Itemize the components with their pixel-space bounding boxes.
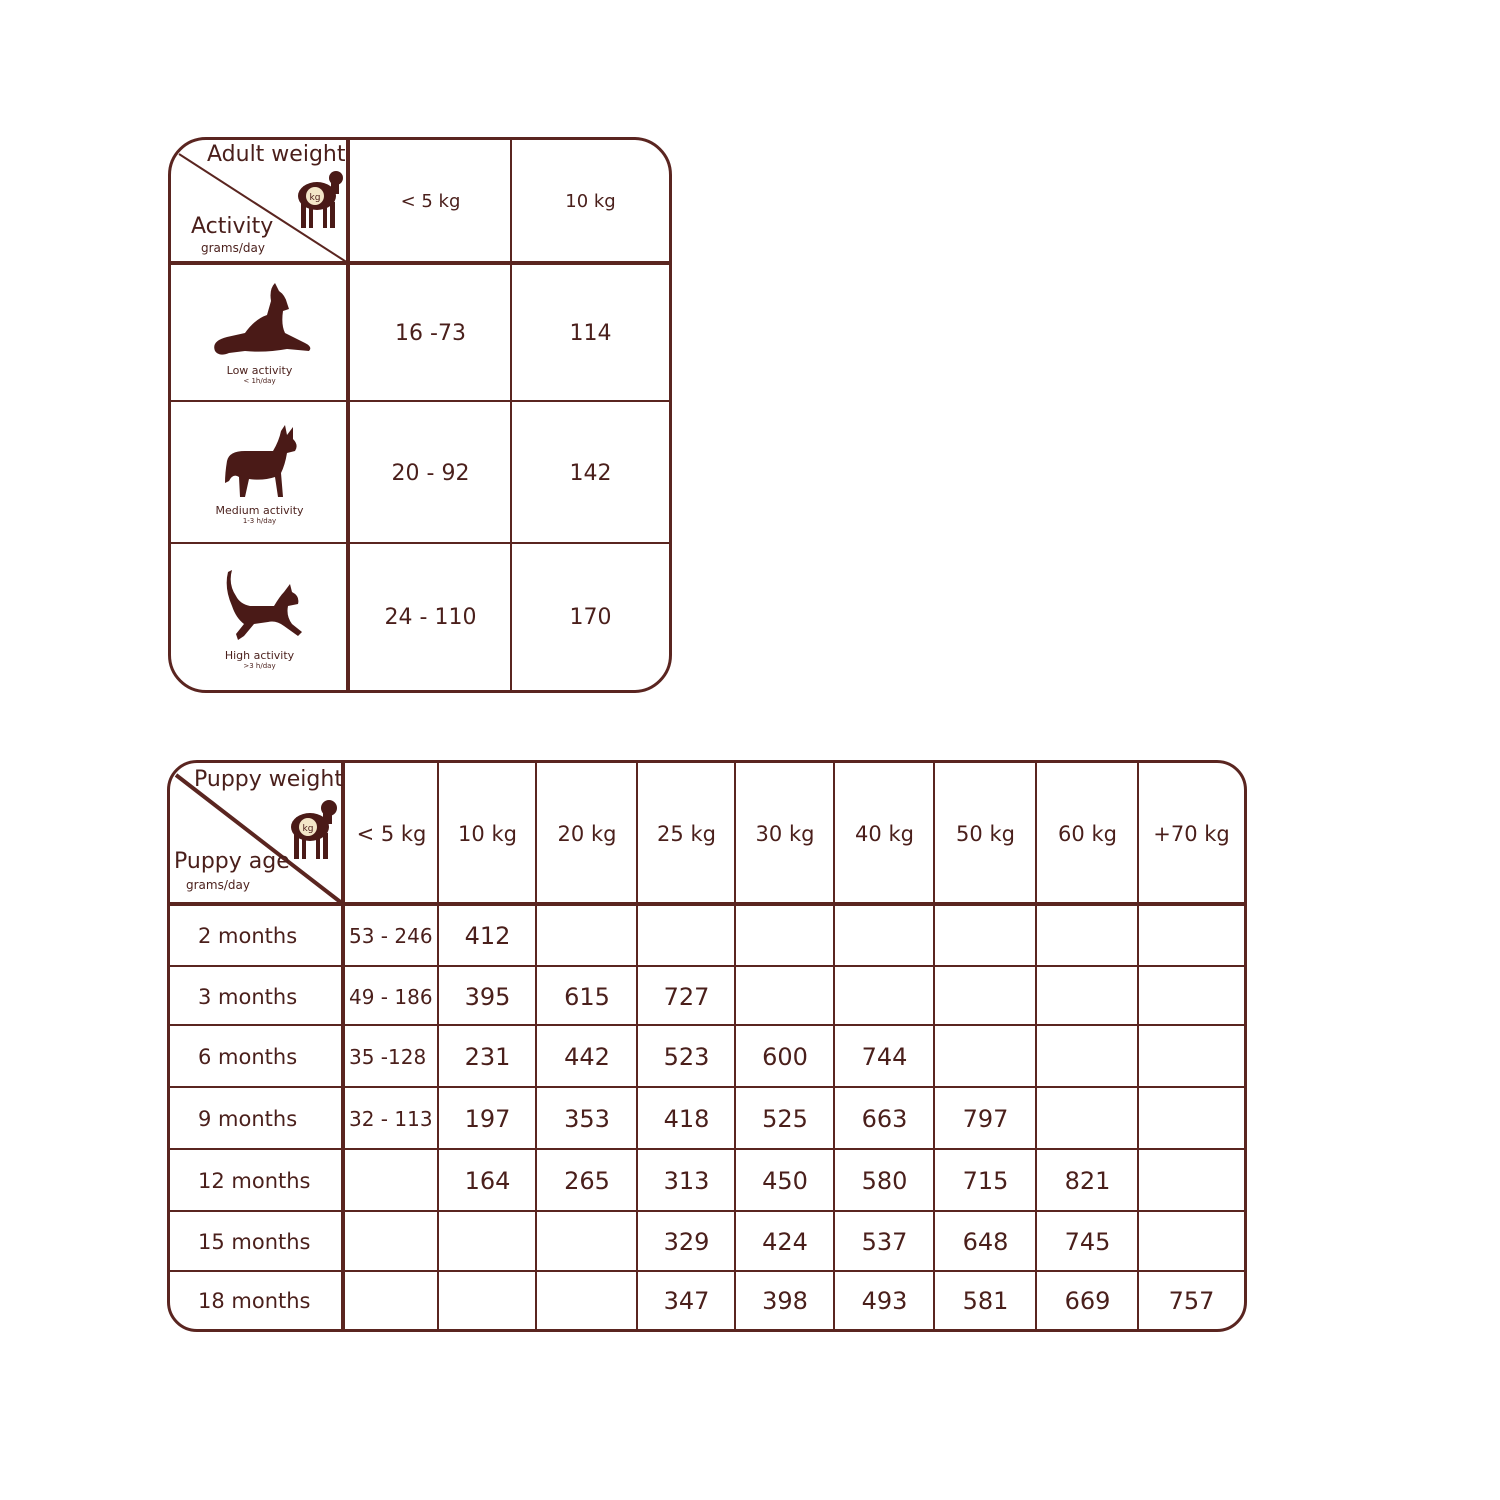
puppy-cell (1037, 1027, 1138, 1087)
high-activity-label: High activity (224, 648, 295, 662)
puppy-cell (1139, 1089, 1244, 1149)
puppy-cell: 580 (861, 1167, 908, 1195)
puppy-age-row-label: 3 months (198, 984, 298, 1009)
high-activity-sublabel: >3 h/day (243, 661, 276, 670)
puppy-age-row-label: 6 months (198, 1045, 298, 1069)
adult-cell: 16 -73 (395, 320, 466, 346)
puppy-cell: 648 (962, 1228, 1009, 1256)
puppy-col-header: 25 kg (657, 821, 716, 846)
puppy-cell: 669 (1064, 1287, 1111, 1315)
standing-dog-icon (215, 421, 305, 505)
dog-weight-icon (293, 170, 345, 232)
puppy-cell: 757 (1168, 1287, 1215, 1315)
puppy-cell (638, 906, 735, 966)
puppy-cell: 164 (464, 1167, 511, 1195)
puppy-cell: 412 (464, 922, 511, 950)
medium-activity-sublabel: 1-3 h/day (242, 517, 277, 525)
activity-label: Activity (191, 214, 274, 239)
adult-unit-label: grams/day (201, 241, 265, 255)
adult-cell: 114 (569, 320, 612, 346)
dog-weight-icon (286, 799, 340, 863)
puppy-cell: 424 (762, 1228, 808, 1256)
high-activity-row-label (171, 545, 348, 690)
medium-activity-row-label (171, 403, 348, 543)
puppy-cell: 231 (464, 1043, 511, 1071)
puppy-cell (1139, 906, 1244, 966)
puppy-age-row-label: 18 months (198, 1289, 311, 1313)
puppy-age-row-label: 15 months (198, 1230, 311, 1254)
puppy-cell (1139, 968, 1244, 1025)
puppy-cell (1037, 1089, 1138, 1149)
puppy-col-header: 20 kg (557, 821, 617, 846)
puppy-age-label: Puppy age (174, 849, 290, 874)
puppy-col-header: < 5 kg (356, 821, 427, 846)
puppy-cell: 600 (762, 1043, 808, 1071)
puppy-cell (935, 1027, 1036, 1087)
puppy-cell: 821 (1064, 1167, 1111, 1195)
running-dog-icon (210, 566, 310, 650)
puppy-cell (439, 1273, 536, 1329)
adult-cell: 142 (569, 460, 612, 486)
puppy-weight-label: Puppy weight (194, 767, 343, 792)
lying-dog-icon (205, 281, 315, 365)
puppy-cell: 523 (663, 1043, 710, 1071)
adult-feeding-table (168, 137, 672, 693)
medium-activity-label: Medium activity (215, 504, 304, 517)
puppy-cell: 797 (962, 1105, 1009, 1133)
puppy-cell (537, 1273, 637, 1329)
puppy-cell: 525 (762, 1105, 808, 1133)
puppy-age-row-label: 12 months (198, 1169, 311, 1193)
puppy-cell (1139, 1027, 1244, 1087)
puppy-cell (736, 968, 834, 1025)
puppy-col-header: 10 kg (458, 821, 517, 846)
puppy-col-header: +70 kg (1153, 821, 1230, 846)
puppy-cell: 442 (564, 1043, 610, 1071)
puppy-cell: 745 (1064, 1228, 1111, 1256)
puppy-cell: 715 (962, 1167, 1009, 1195)
puppy-cell: 313 (663, 1167, 710, 1195)
puppy-cell (935, 906, 1036, 966)
puppy-cell (1037, 906, 1138, 966)
puppy-cell (736, 906, 834, 966)
low-activity-row-label (171, 265, 348, 401)
puppy-cell: 265 (564, 1167, 610, 1195)
puppy-cell (439, 1213, 536, 1271)
low-activity-sublabel: < 1h/day (243, 377, 276, 385)
puppy-cell: 663 (861, 1105, 908, 1133)
puppy-cell: 353 (564, 1105, 610, 1133)
puppy-cell (537, 906, 637, 966)
puppy-col-header: 60 kg (1058, 821, 1117, 846)
puppy-col-header: 40 kg (855, 821, 914, 846)
puppy-cell: 49 - 186 (349, 984, 433, 1009)
kg-badge: kg (302, 824, 314, 834)
kg-badge: kg (309, 193, 321, 203)
puppy-cell: 32 - 113 (349, 1107, 433, 1131)
puppy-cell: 727 (663, 982, 710, 1011)
adult-cell: 24 - 110 (384, 605, 477, 630)
puppy-cell: 35 -128 (349, 1045, 427, 1069)
puppy-unit-label: grams/day (186, 878, 250, 892)
puppy-col-header: 30 kg (755, 821, 815, 846)
low-activity-label: Low activity (226, 364, 293, 377)
puppy-cell: 450 (762, 1167, 808, 1195)
puppy-cell (345, 1151, 438, 1211)
puppy-cell (537, 1213, 637, 1271)
puppy-cell (345, 1213, 438, 1271)
puppy-cell (935, 968, 1036, 1025)
puppy-cell: 329 (663, 1228, 710, 1256)
puppy-col-header: 50 kg (956, 821, 1015, 846)
adult-cell: 170 (569, 605, 612, 630)
adult-cell: 20 - 92 (391, 460, 470, 486)
adult-col-header: 10 kg (565, 191, 616, 212)
puppy-cell: 581 (962, 1287, 1009, 1315)
puppy-cell: 53 - 246 (349, 924, 433, 948)
puppy-cell (835, 968, 934, 1025)
adult-weight-label: Adult weight (207, 142, 346, 167)
puppy-cell: 744 (861, 1043, 908, 1071)
puppy-cell: 493 (861, 1287, 908, 1315)
puppy-cell: 197 (464, 1105, 511, 1133)
puppy-cell: 398 (762, 1287, 808, 1315)
puppy-cell: 395 (464, 982, 511, 1011)
puppy-cell (1139, 1151, 1244, 1211)
puppy-cell (1139, 1213, 1244, 1271)
puppy-cell: 615 (564, 982, 610, 1011)
puppy-age-row-label: 9 months (198, 1107, 298, 1131)
adult-col-header: < 5 kg (400, 191, 461, 212)
puppy-cell: 418 (663, 1105, 710, 1133)
puppy-cell (345, 1273, 438, 1329)
puppy-cell: 537 (861, 1228, 908, 1256)
puppy-cell: 347 (663, 1287, 710, 1315)
puppy-cell (835, 906, 934, 966)
puppy-age-row-label: 2 months (198, 924, 298, 948)
puppy-cell (1037, 968, 1138, 1025)
puppy-feeding-table (167, 760, 1247, 1332)
